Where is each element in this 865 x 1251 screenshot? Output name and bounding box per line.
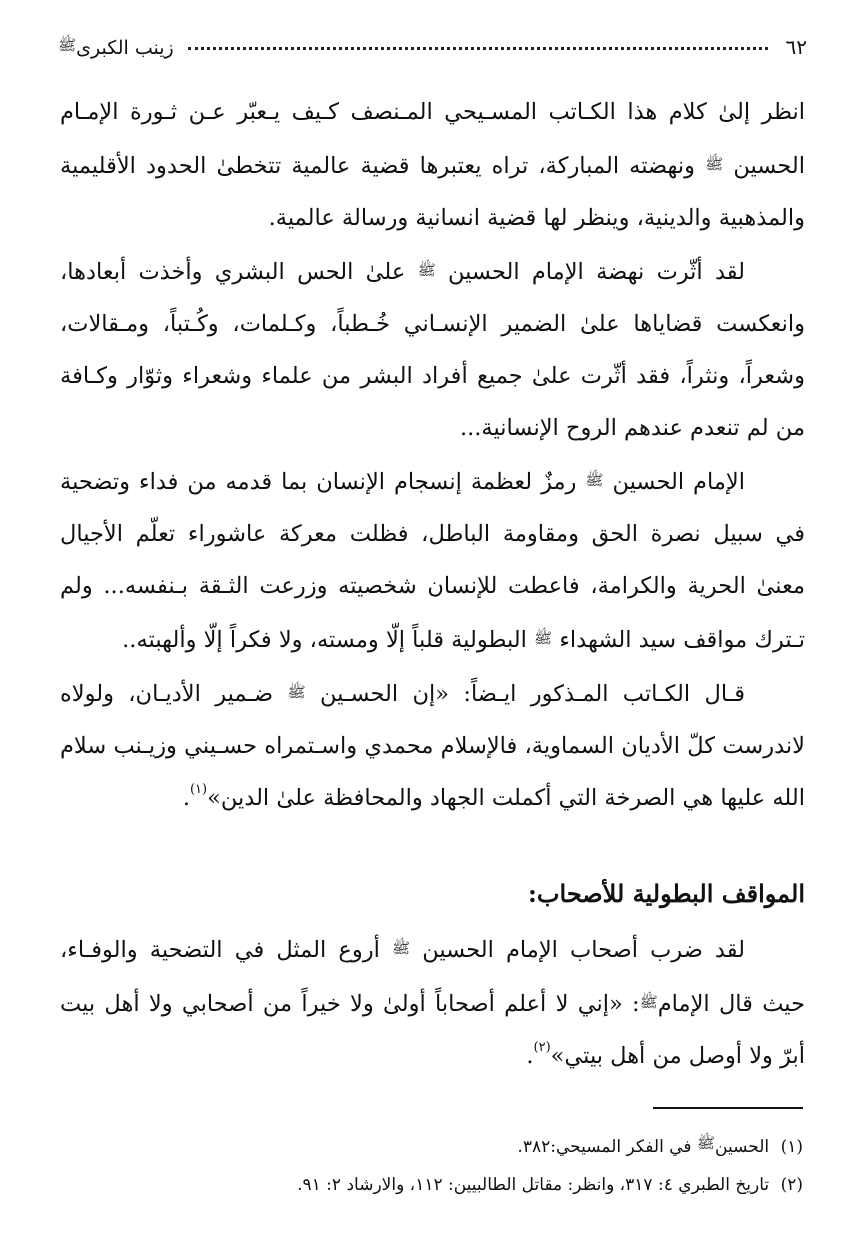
main-text [60, 86, 805, 1082]
paragraph-5-quote: : «إني لا أعلم أصحاباً أولىٰ ولا خيراً من أصحابي ولا أهل بيت أبرّ ولا أوصل من أهل بيتي» [60, 991, 805, 1069]
honorific-mark: ﷺ [534, 629, 553, 647]
footnote-reference-1[interactable]: (١) [189, 782, 208, 797]
paragraph-1 [60, 86, 805, 244]
footnote-2 [60, 1166, 803, 1204]
paragraph-4 [60, 666, 805, 824]
paragraph-1-continuation: ونهضته المباركة، تراه يعتبرها قضية عالمية تتخطىٰ الحدود الأقليمية والمذهبية والدينية، وينظر لها قضية انسانية ورسالة عالمية. [60, 153, 805, 231]
honorific-mark: ﷺ [696, 1134, 716, 1152]
footnote-1 [60, 1124, 803, 1166]
paragraph-5 [60, 922, 805, 1082]
paragraph-4-text: قـال الكـاتب المـذكور ايـضاً: «إن الحسـين [319, 681, 746, 707]
footnote-reference-2[interactable]: (٢) [533, 1040, 551, 1055]
honorific-mark: ﷺ [585, 471, 604, 489]
paragraph-4-continuation: ضـمير الأديـان، ولولاه لاندرست كلّ الأديان السماوية، فالإسلام محمدي واسـتمراه حسـيني وزيـنب سلام الله عليها هي الصرخة التي أكملت الجهاد والمحافظة علىٰ الدين» [60, 681, 805, 811]
paragraph-5-text: لقد ضرب أصحاب الإمام الحسين [422, 937, 745, 963]
paragraph-2-text: لقد أثّرت نهضة الإمام الحسين [447, 259, 745, 285]
paragraph-5-continuation: أروع المثل في التضحية والوفـاء، حيث قال الإمام [60, 937, 805, 1017]
honorific-mark: ﷺ [58, 35, 77, 54]
honorific-mark: ﷺ [639, 993, 658, 1011]
honorific-mark: ﷺ [417, 261, 436, 279]
footnotes [60, 1124, 803, 1204]
paragraph-3-continuation: رمزٌ لعظمة إنسجام الإنسان بما قدمه من فداء وتضحية في سبيل نصرة الحق ومقاومة الباطل، فظلت معركة عاشوراء تعلّم الأجيال معنىٰ الحرية والكرامة، فاعطت للإنسان شخصيته وزرعت الثـقة بـنفسه... ولم تـترك مواقف سيد الشهداء [60, 469, 805, 653]
running-header [58, 32, 807, 62]
page-number: ٦٢ [785, 35, 807, 59]
footnote-number: (١) [780, 1137, 803, 1157]
running-title-text: زينب الكبرى [76, 36, 174, 59]
section-heading: المواقف البطولية للأصحاب: [528, 879, 805, 908]
footnote-source: في الفكر المسيحي:٣٨٢. [517, 1137, 692, 1157]
header-dot-leader [188, 37, 768, 50]
honorific-mark: ﷺ [287, 683, 306, 701]
footnote-separator [653, 1107, 803, 1109]
paragraph-4-end: . [182, 785, 190, 811]
honorific-mark: ﷺ [391, 939, 411, 957]
footnote-text: الحسين [715, 1137, 770, 1157]
honorific-mark: ﷺ [705, 155, 724, 173]
paragraph-5-end: . [526, 1043, 534, 1069]
paragraph-2-continuation: علىٰ الحس البشري وأخذت أبعادها، وانعكست قضاياها علىٰ الضمير الإنسـاني خُـطباً، وكـلمات، وكُـتباً، ومـقالات، وشعراً، ونثراً، فقد أثّرت علىٰ جميع أفراد البشر من علماء وشعراء وثوّار وكـافة من لم تنعدم عندهم الروح الإنسانية... [60, 259, 805, 441]
paragraph-2 [60, 244, 805, 454]
footnote-number: (٢) [780, 1175, 803, 1195]
paragraph-1-text: انظر إلىٰ كلام هذا الكـاتب المسـيحي المـنصف كـيف يـعبّر عـن ثـورة الإمـام الحسين [60, 99, 805, 179]
paragraph-3 [60, 454, 805, 666]
footnote-text: تاريخ الطبري ٤: ٣١٧، وانظر: مقاتل الطالبيين: ١١٢، والارشاد ٢: ٩١. [297, 1175, 770, 1195]
paragraph-3-ending: البطولية قلباً إلّا ومسته، ولا فكراً إلّا وألهبته.. [122, 627, 527, 653]
running-title [58, 36, 178, 59]
paragraph-3-text: الإمام الحسين [612, 469, 745, 495]
